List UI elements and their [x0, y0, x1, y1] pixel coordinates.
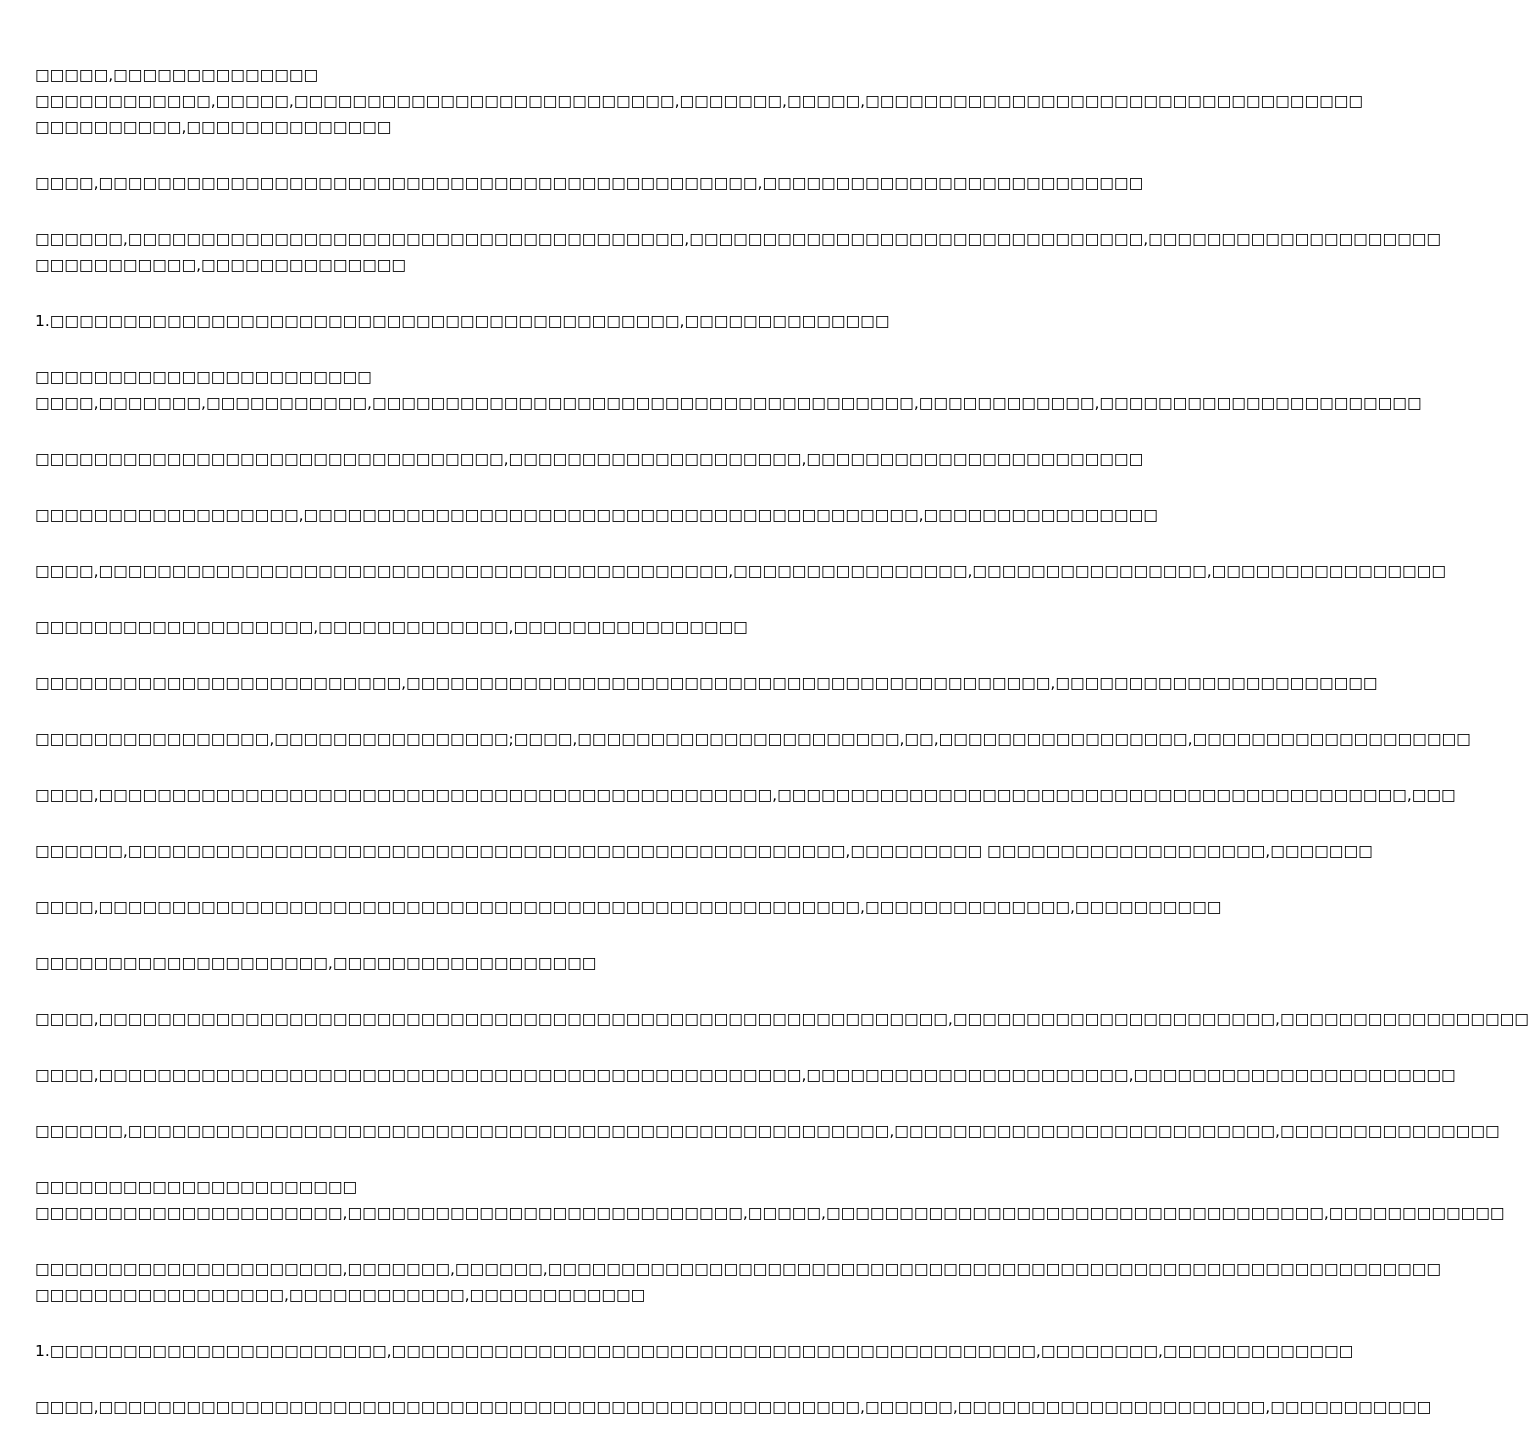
text-line: □□□□□□□□□□□,□□□□□□□□□□□□□□ — [35, 256, 407, 274]
paragraph — [35, 226, 1442, 278]
text-line: □□□□□□,□□□□□□□□□□□□□□□□□□□□□□□□□□□□□□□□□□□□□□,□□□□□□□□□□□□□□□□□□□□□□□□□□□□□□□,□□□□□□□□□□□□□□□□□□□□ — [35, 230, 1442, 248]
paragraph — [35, 1062, 1456, 1088]
paragraph — [35, 1174, 990, 1200]
text-line: 1.□□□□□□□□□□□□□□□□□□□□□□□,□□□□□□□□□□□□□□□□□□□□□□□□□□□□□□□□□□□□□□□□□□□□,□□□□□□□□,□□□□□□□□□□□□□ — [35, 1342, 1354, 1360]
paragraph — [35, 838, 1373, 864]
text-line: 1.□□□□□□□□□□□□□□□□□□□□□□□□□□□□□□□□□□□□□□□□□□□,□□□□□□□□□□□□□□ — [35, 312, 890, 330]
text-line: □□□□□□,□□□□□□□□□□□□□□□□□□□□□□□□□□□□□□□□□□□□□□□□□□□□□□□□□,□□□□□□□□□ □□□□□□□□□□□□□□□□□□□,□□□□□□□ — [35, 842, 1373, 860]
text-line: □□□□,□□□□□□□□□□□□□□□□□□□□□□□□□□□□□□□□□□□□□□□□□□□□□□□□□□□□□□□□□□,□□□□□□□□□□□□□□□□□□□□□□,□□□□□□□□□□□□□□□□□ — [35, 1010, 1529, 1028]
text-line: □□□□,□□□□□□□□□□□□□□□□□□□□□□□□□□□□□□□□□□□□□□□□□□□□□,□□□□□□□□□□□□□□□□□□□□□□□□□□ — [35, 174, 1144, 192]
paragraph — [35, 614, 990, 640]
paragraph — [35, 170, 1144, 196]
paragraph — [35, 726, 1471, 752]
text-line: □□□□□□□□□□□□□□□□□□□□□,□□□□□□□□□□□□□□□□□□□□□□□□□□□,□□□□□,□□□□□□□□□□□□□□□□□□□□□□□□□□□□□□□□□□,□□□□□□□□□□□□ — [35, 1204, 1505, 1222]
text-line: □□□□□□,□□□□□□□□□□□□□□□□□□□□□□□□□□□□□□□□□□□□□□□□□□□□□□□□□□□□,□□□□□□□□□□□□□□□□□□□□□□□□□□,□□□□□□□□□□□□□□□ — [35, 1122, 1500, 1140]
text-line: □□□□□□□□□□,□□□□□□□□□□□□□□ — [35, 118, 392, 136]
paragraph — [35, 390, 1422, 416]
text-line: □□□□,□□□□□□□□□□□□□□□□□□□□□□□□□□□□□□□□□□□□□□□□□□□□□□□□□□□□,□□□□□□,□□□□□□□□□□□□□□□□□□□□□,□□□□□□□□□□□ — [35, 1398, 1432, 1416]
text-line: □□□□□□□□□□□□□□□□□□□□□□□□□,□□□□□□□□□□□□□□□□□□□□□□□□□□□□□□□□□□□□□□□□□□□□,□□□□□□□□□□□□□□□□□□□□□□ — [35, 674, 1378, 692]
paragraph — [35, 446, 1144, 472]
paragraph — [35, 1006, 1529, 1032]
paragraph — [35, 950, 990, 976]
text-line: □□□□□□□□□□□□□□□□□□,□□□□□□□□□□□□□□□□□□□□□□□□□□□□□□□□□□□□□□□□□□,□□□□□□□□□□□□□□□□ — [35, 506, 1158, 524]
paragraph — [35, 308, 990, 334]
paragraph — [35, 1256, 1442, 1308]
paragraph — [35, 894, 1222, 920]
paragraph — [35, 782, 1456, 808]
text-line: □□□□□□□□□□□□□□□□,□□□□□□□□□□□□□□□□;□□□□,□□□□□□□□□□□□□□□□□□□□□□,□□,□□□□□□□□□□□□□□□□□,□□□□□□□□□□□□□□□□□□□ — [35, 730, 1471, 748]
paragraph — [35, 670, 1378, 696]
text-line: □□□□□□□□□□□□□□□□□□□□,□□□□□□□□□□□□□□□□□□ — [35, 954, 597, 972]
paragraph — [35, 1200, 1505, 1226]
text-line: □□□□□□□□□□□□□□□□□□□□□□□ — [35, 368, 372, 386]
paragraph — [35, 1338, 1354, 1364]
paragraph — [35, 1118, 1500, 1144]
text-line: □□□□,□□□□□□□□□□□□□□□□□□□□□□□□□□□□□□□□□□□□□□□□□□□□□□□□,□□□□□□□□□□□□□□□□□□□□□□,□□□□□□□□□□□□□□□□□□□□□□ — [35, 1066, 1456, 1084]
text-line: □□□□□□□□□□□□□□□□□□□,□□□□□□□□□□□□□,□□□□□□□□□□□□□□□□ — [35, 618, 748, 636]
text-line: □□□□,□□□□□□□,□□□□□□□□□□□,□□□□□□□□□□□□□□□□□□□□□□□□□□□□□□□□□□□□□,□□□□□□□□□□□□,□□□□□□□□□□□□□□□□□□□□□□ — [35, 394, 1422, 412]
paragraph — [35, 558, 1446, 584]
paragraph — [35, 62, 990, 88]
text-line: □□□□□□□□□□□□□□□□□□□□□□ — [35, 1178, 358, 1196]
text-line: □□□□,□□□□□□□□□□□□□□□□□□□□□□□□□□□□□□□□□□□□□□□□□□□□□□□□□□□□,□□□□□□□□□□□□□□,□□□□□□□□□□ — [35, 898, 1222, 916]
paragraph — [35, 502, 1158, 528]
text-line: □□□□□□□□□□□□□□□□□□□□□□□□□□□□□□□□,□□□□□□□□□□□□□□□□□□□□,□□□□□□□□□□□□□□□□□□□□□□□ — [35, 450, 1144, 468]
text-line: □□□□□□□□□□□□□□□□□,□□□□□□□□□□□□,□□□□□□□□□□□□ — [35, 1286, 646, 1304]
text-line: □□□□,□□□□□□□□□□□□□□□□□□□□□□□□□□□□□□□□□□□□□□□□□□□,□□□□□□□□□□□□□□□□,□□□□□□□□□□□□□□□□,□□□□□□□□□□□□□□□□ — [35, 562, 1446, 580]
document-page — [35, 62, 1529, 1450]
paragraph — [35, 364, 990, 390]
text-line: □□□□□□□□□□□□,□□□□□,□□□□□□□□□□□□□□□□□□□□□□□□□□,□□□□□□□,□□□□□,□□□□□□□□□□□□□□□□□□□□□□□□□□□□□□□□□□ — [35, 92, 1364, 110]
text-line: □□□□□□□□□□□□□□□□□□□□□,□□□□□□□,□□□□□□,□□□□□□□□□□□□□□□□□□□□□□□□□□□□□□□□□□□□□□□□□□□□□□□□□□□□□□□□□□□□□ — [35, 1260, 1442, 1278]
paragraph — [35, 1394, 1432, 1420]
text-line: □□□□,□□□□□□□□□□□□□□□□□□□□□□□□□□□□□□□□□□□□□□□□□□□□□□,□□□□□□□□□□□□□□□□□□□□□□□□□□□□□□□□□□□□□□□□□□□,□□□ — [35, 786, 1456, 804]
paragraph — [35, 88, 1364, 140]
text-line: □□□□□,□□□□□□□□□□□□□□ — [35, 66, 319, 84]
